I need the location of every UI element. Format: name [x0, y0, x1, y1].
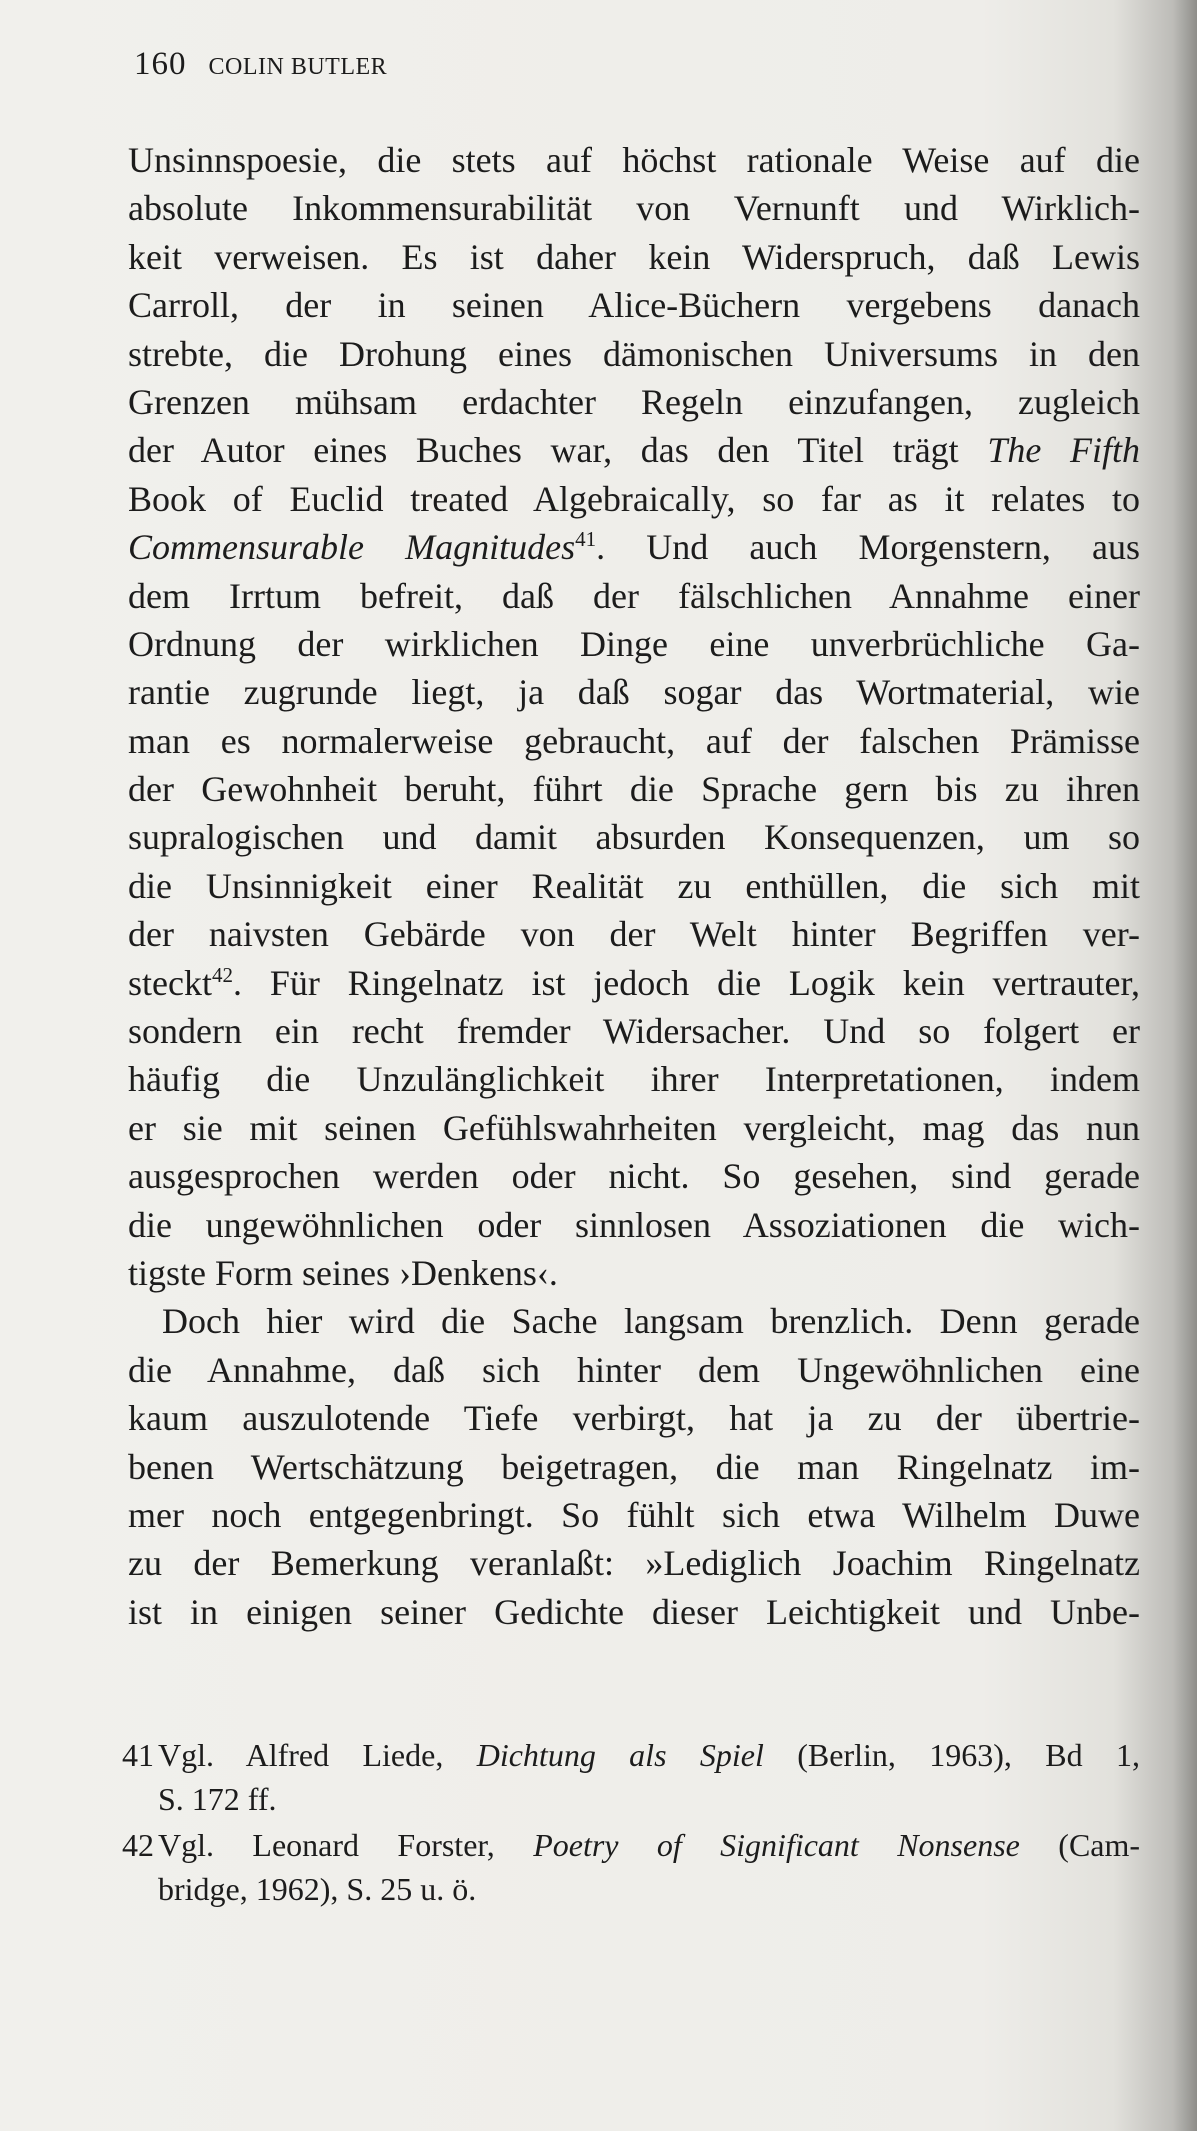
text-line: ausgesprochen werden oder nicht. So gesehen, sind gerade [128, 1156, 1140, 1197]
text-line: Carroll, der in seinen Alice-Büchern vergebens danach [128, 285, 1140, 326]
footnote-line: S. 172 ff. [158, 1781, 277, 1817]
text-line: benen Wertschätzung beigetragen, die man Ringelnatz im- [128, 1446, 1140, 1487]
footnote-number: 41 [122, 1737, 154, 1773]
text-line: die Unsinnigkeit einer Realität zu enthüllen, die sich mit [128, 865, 1140, 906]
text-line: zu der Bemerkung veranlaßt: »Lediglich Joachim Ringelnatz [128, 1543, 1140, 1584]
footnote-number: 42 [122, 1827, 154, 1863]
text-line: strebte, die Drohung eines dämonischen Universums in den [128, 333, 1140, 374]
footnote-42 [122, 1823, 1140, 1911]
footnotes [122, 1733, 1140, 1911]
text-line: Book of Euclid treated Algebraically, so far as it relates to [128, 478, 1140, 519]
text-line: man es normalerweise gebraucht, auf der falschen Prämisse [128, 720, 1140, 761]
text-line: er sie mit seinen Gefühlswahrheiten vergleicht, mag das nun [128, 1107, 1140, 1148]
footnote-ref-41[interactable]: 41 [575, 527, 597, 552]
text-line: Ordnung der wirklichen Dinge eine unverbrüchliche Ga- [128, 623, 1140, 664]
main-text [128, 136, 1140, 1636]
footnote-ref-42[interactable]: 42 [211, 962, 233, 987]
text-line: kaum auszulotende Tiefe verbirgt, hat ja zu der übertrie- [128, 1398, 1140, 1439]
text-line: supralogischen und damit absurden Konsequenzen, um so [128, 817, 1140, 858]
text-line: sondern ein recht fremder Widersacher. Und so folgert er [128, 1011, 1140, 1052]
book-title-italic: Commensurable Magnitudes [128, 527, 576, 568]
text-line [128, 959, 1140, 1007]
text-line: mer noch entgegenbringt. So fühlt sich etwa Wilhelm Duwe [128, 1494, 1140, 1535]
footnote-text: Vgl. Leonard Forster, [158, 1827, 495, 1863]
text-segment: . Und auch Morgenstern, aus [596, 527, 1140, 568]
text-line: der naivsten Gebärde von der Welt hinter Begriffen ver- [128, 914, 1140, 955]
footnote-text: (Cam- [1058, 1827, 1141, 1863]
footnote-41 [122, 1733, 1140, 1821]
text-line: Doch hier wird die Sache langsam brenzlich. Denn gerade [162, 1301, 1140, 1342]
text-line: rantie zugrunde liegt, ja daß sogar das Wortmaterial, wie [128, 672, 1140, 713]
text-line: Unsinnspoesie, die stets auf höchst rationale Weise auf die [128, 140, 1140, 180]
footnote-text: Vgl. Alfred Liede, [158, 1737, 444, 1773]
text-segment: . Für Ringelnatz ist jedoch die Logik kein vertrauter, [232, 962, 1140, 1003]
text-line [128, 426, 1140, 474]
footnote-title-italic: Dichtung als Spiel [476, 1737, 764, 1773]
book-title-italic: The Fifth [987, 430, 1140, 471]
footnote-line [158, 1733, 1140, 1777]
text-line: Grenzen mühsam erdachter Regeln einzufangen, zugleich [128, 381, 1140, 422]
text-line: die ungewöhnlichen oder sinnlosen Assoziationen die wich- [128, 1204, 1140, 1245]
text-line: absolute Inkommensurabilität von Vernunft und Wirklich- [128, 188, 1140, 229]
footnote-text: (Berlin, 1963), Bd 1, [797, 1737, 1141, 1773]
running-header [134, 46, 387, 83]
footnote-line [158, 1823, 1140, 1867]
page-number: 160 [134, 46, 187, 82]
text-line: der Gewohnheit beruht, führt die Sprache gern bis zu ihren [128, 769, 1140, 810]
text-line: dem Irrtum befreit, daß der fälschlichen Annahme einer [128, 575, 1140, 616]
text-line [128, 523, 1140, 571]
footnote-title-italic: Poetry of Significant Nonsense [533, 1827, 1020, 1863]
running-head-author: COLIN BUTLER [208, 54, 388, 80]
footnote-line: bridge, 1962), S. 25 u. ö. [158, 1871, 477, 1907]
text-line: ist in einigen seiner Gedichte dieser Leichtigkeit und Unbe- [128, 1591, 1140, 1632]
text-line: keit verweisen. Es ist daher kein Widerspruch, daß Lewis [128, 236, 1140, 277]
text-line: die Annahme, daß sich hinter dem Ungewöhnlichen eine [128, 1349, 1140, 1390]
text-line: häufig die Unzulänglichkeit ihrer Interpretationen, indem [128, 1059, 1140, 1100]
text-line: tigste Form seines ›Denkens‹. [128, 1252, 558, 1293]
text-segment: steckt [128, 962, 212, 1003]
text-segment: der Autor eines Buches war, das den Titel trägt [128, 430, 959, 471]
